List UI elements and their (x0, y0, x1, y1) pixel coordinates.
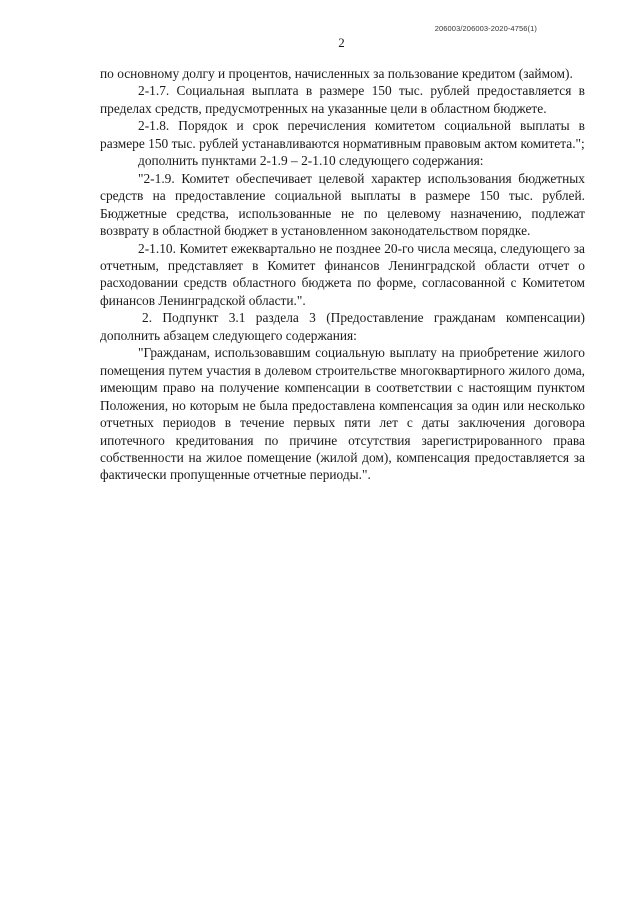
paragraph-2-1-10: 2-1.10. Комитет ежеквартально не позднее 20-го числа месяца, следующего за отчетным, представляет в Комитет финансов Ленинградской области отчет о расходовании средств областного бюджета по форме, согласованной с Комитетом финансов Ленинградской области.". (100, 240, 585, 308)
document-body (100, 65, 585, 484)
paragraph-compensation: "Гражданам, использовавшим социальную выплату на приобретение жилого помещения путем участия в долевом строительстве многоквартирного жилого дома, имеющим право на получение компенсации в соответствии с настоящим пунктом Положения, но которым не была предоставлена компенсация за один или несколько отчетных периодов в течение первых пяти лет с даты заключения договора ипотечного кредитования по причине отсутствия зарегистрированного права собственности на жилое помещение (жилой дом), компенсация предоставляется за фактически пропущенные отчетные периоды.". (100, 345, 585, 483)
page-number: 2 (338, 35, 345, 50)
paragraph-2-1-7: 2-1.7. Социальная выплата в размере 150 тыс. рублей предоставляется в пределах средств, предусмотренных на указанные цели в областном бюджете. (100, 83, 585, 116)
document-id: 206003/206003-2020-4756(1) (434, 24, 537, 33)
paragraph-2-1-8: 2-1.8. Порядок и срок перечисления комитетом социальной выплаты в размере 150 тыс. рублей устанавливаются нормативным правовым актом комитета."; (100, 118, 585, 151)
paragraph-amendment-intro: дополнить пунктами 2-1.9 – 2-1.10 следующего содержания: (138, 153, 484, 169)
paragraph-continuation: по основному долгу и процентов, начисленных за пользование кредитом (займом). (100, 66, 573, 81)
paragraph-item-2: 2. Подпункт 3.1 раздела 3 (Предоставление гражданам компенсации) дополнить абзацем следующего содержания: (100, 310, 585, 343)
paragraph-2-1-9: "2-1.9. Комитет обеспечивает целевой характер использования бюджетных средств на предоставление социальной выплаты в размере 150 тыс. рублей. Бюджетные средства, использованные не по целевому назначению, подлежат возврату в областной бюджет в установленном законодательством порядке. (100, 170, 585, 239)
